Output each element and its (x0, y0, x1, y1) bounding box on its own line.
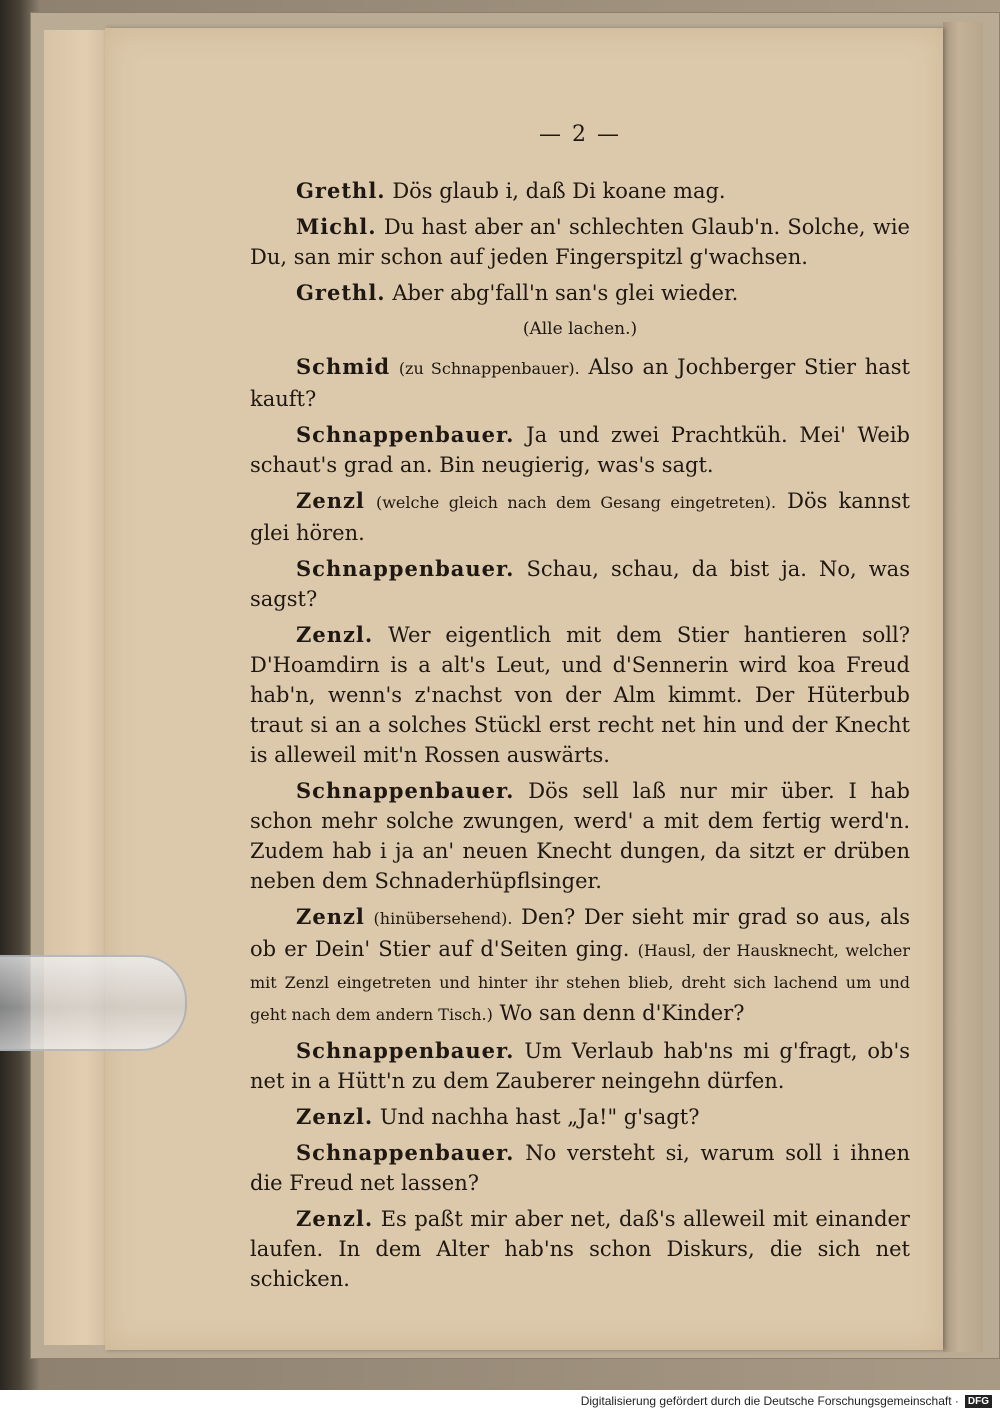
speaker-name: Schnappenbauer. (296, 422, 515, 447)
speaker-name: Grethl. (296, 280, 386, 305)
page-text (250, 120, 910, 1300)
dialogue-text: Dös glaub i, daß Di koane mag. (392, 179, 726, 203)
dialogue-text: Wo san denn d'Kinder? (499, 1001, 745, 1025)
speaker-name: Schnappenbauer. (296, 1140, 515, 1165)
dialogue-text: Ja und zwei Prachtküh. Mei' Weib schaut's grad an. Bin neugierig, was's sagt. (250, 423, 910, 477)
dialogue-paragraph (250, 212, 910, 272)
cover-edge (44, 30, 114, 1345)
dialogue-paragraph (250, 176, 910, 206)
dialogue-paragraph (250, 352, 910, 414)
speaker-name: Schmid (296, 354, 391, 379)
page-number: — 2 — (539, 122, 621, 147)
dialogue-paragraph (250, 1036, 910, 1096)
dialogue-text: Und nachha hast „Ja!" g'sagt? (379, 1105, 700, 1129)
speaker-name: Zenzl. (296, 1206, 374, 1231)
dfg-logo: DFG (965, 1395, 992, 1408)
plastic-page-clip (0, 955, 187, 1051)
speaker-name: Zenzl. (296, 1104, 374, 1129)
dialogue-paragraph (250, 420, 910, 480)
dialogue-text: Wer eigentlich mit dem Stier hantieren soll? D'Hoamdirn is a alt's Leut, und d'Sennerin wird koa Freud hab'n, wenn's z'nachst von der Alm kimmt. Der Hüterbub traut si an a solches Stückl erst recht net hin und der Knecht is alleweil mit'n Rossen auswärts. (250, 623, 910, 767)
speaker-name: Zenzl (296, 488, 365, 513)
speaker-name: Grethl. (296, 178, 386, 203)
page-edge-shadow (943, 22, 983, 1352)
funding-credit: Digitalisierung gefördert durch die Deutsche Forschungsgemeinschaft · (580, 1394, 959, 1408)
inline-direction: (zu Schnappenbauer). (398, 359, 580, 378)
dialogue-paragraph (250, 1204, 910, 1294)
dialogue-text: Also an Jochberger Stier hast kauft? (250, 355, 910, 411)
dialogue-paragraph (250, 776, 910, 896)
dialogue-text: Um Verlaub hab'ns mi g'fragt, ob's net in a Hütt'n zu dem Zauberer neingehn dürfen. (250, 1039, 911, 1093)
dialogue-paragraph (250, 486, 910, 548)
speaker-name: Schnappenbauer. (296, 778, 515, 803)
dialogue-paragraph (250, 902, 910, 1030)
digitization-footer (0, 1390, 1000, 1412)
stage-direction: (Alle lachen.) (522, 319, 638, 339)
speaker-name: Zenzl. (296, 622, 374, 647)
dialogue-text: Dös sell laß nur mir über. I hab schon mehr solche zwungen, werd' a mit dem fertig werd'n. Zudem hab i ja an' neuen Knecht dungen, da sitzt er drüben neben dem Schnaderhüpflsinger. (250, 779, 910, 893)
speaker-name: Zenzl (296, 904, 365, 929)
dialogue-text: Aber abg'fall'n san's glei wieder. (392, 281, 739, 305)
speaker-name: Michl. (296, 214, 377, 239)
inline-direction: (hinübersehend). (373, 909, 513, 928)
speaker-name: Schnappenbauer. (296, 1038, 515, 1063)
dialogue-text: No versteht si, warum soll i ihnen die Freud net lassen? (250, 1141, 910, 1195)
inline-direction: (Hausl, der Hausknecht, welcher mit Zenzl eingetreten und hinter ihr stehen blieb, dreht sich lachend um und geht nach dem andern Tisch.) (250, 941, 910, 1024)
dialogue-text: Den? Der sieht mir grad so aus, als ob er Dein' Stier auf d'Seiten ging. (250, 905, 910, 961)
dialogue-paragraph (250, 278, 910, 308)
dialogue-text: Dös kannst glei hören. (250, 489, 910, 545)
speaker-name: Schnappenbauer. (296, 556, 515, 581)
dialogue-paragraph (250, 620, 910, 770)
dialogue-text: Es paßt mir aber net, daß's alleweil mit einander laufen. In dem Alter hab'ns schon Diskurs, die sich net schicken. (250, 1207, 910, 1291)
dialogue-text: Schau, schau, da bist ja. No, was sagst? (250, 557, 910, 611)
dialogue-paragraph (250, 1102, 910, 1132)
dialogue-paragraph (250, 1138, 910, 1198)
inline-direction: (welche gleich nach dem Gesang eingetreten). (375, 493, 777, 512)
dialogue-text: Du hast aber an' schlechten Glaub'n. Solche, wie Du, san mir schon auf jeden Fingerspitzl g'wachsen. (250, 215, 910, 269)
dialogue-paragraph (250, 554, 910, 614)
